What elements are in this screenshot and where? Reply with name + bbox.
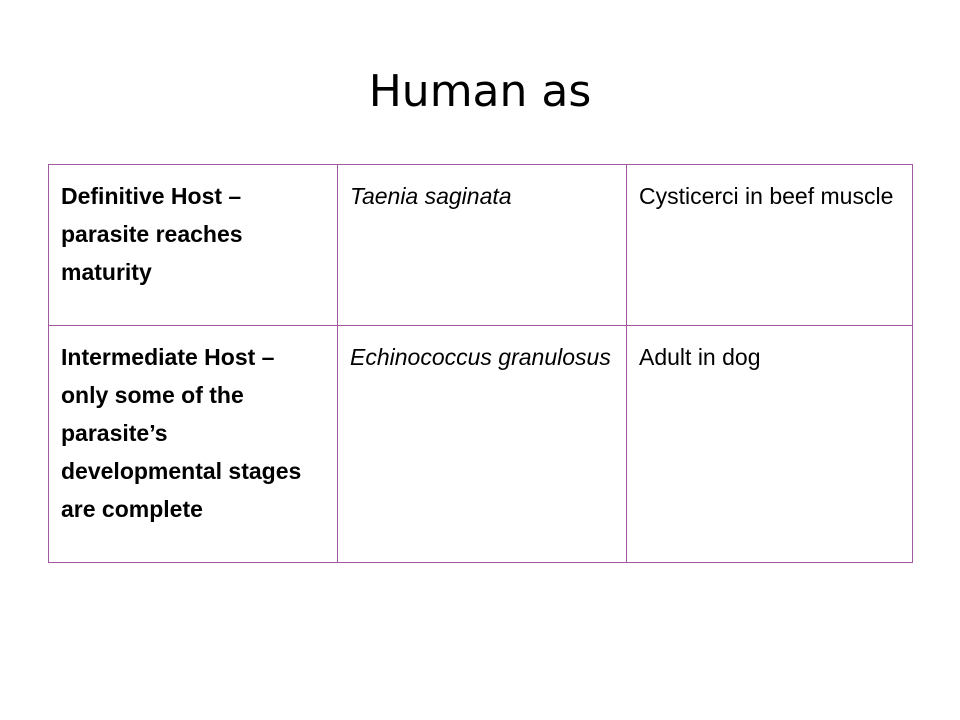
table-cell-host: Intermediate Host – only some of the parasite’s developmental stages are complete xyxy=(49,326,338,563)
table-cell-note: Cysticerci in beef muscle xyxy=(627,165,913,326)
slide-title: Human as xyxy=(368,66,592,117)
table-cell-species: Echinococcus granulosus xyxy=(338,326,627,563)
table-cell-host: Definitive Host – parasite reaches maturity xyxy=(49,165,338,326)
table-row xyxy=(49,165,913,326)
table-cell-note: Adult in dog xyxy=(627,326,913,563)
table-cell-species: Taenia saginata xyxy=(338,165,627,326)
table-row xyxy=(49,326,913,563)
host-table xyxy=(48,164,913,563)
